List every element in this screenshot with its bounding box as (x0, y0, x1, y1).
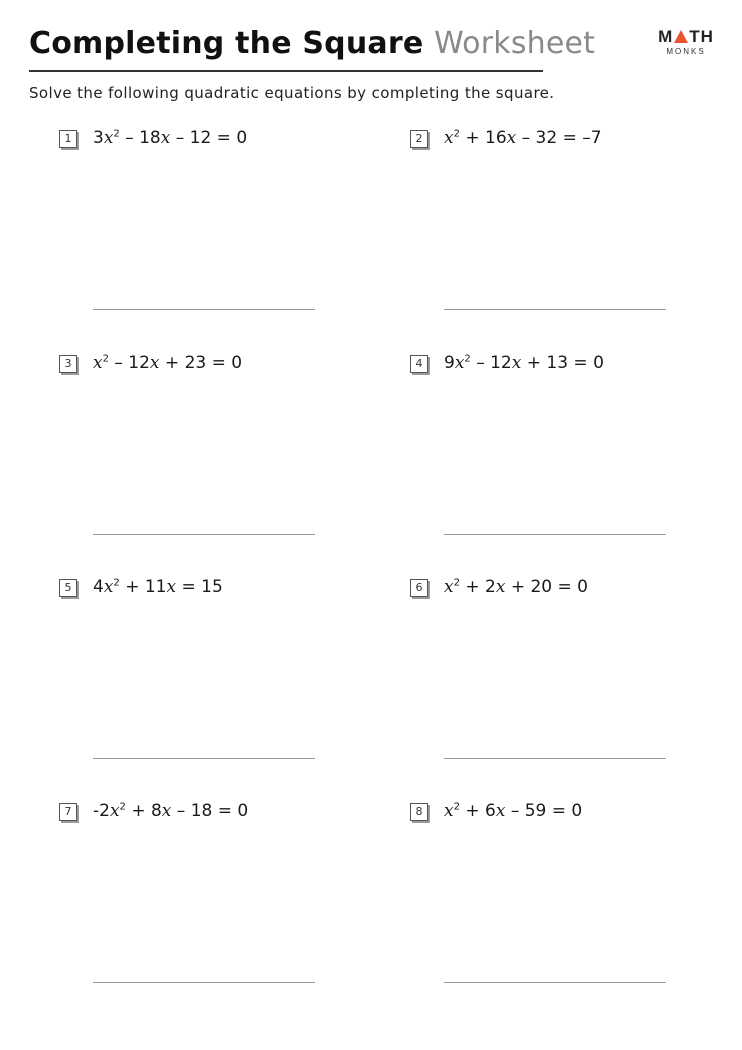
problem-number-box: 4 (410, 355, 428, 373)
problem-equation: $3x^2 - 18x - 12 = 0$ (93, 128, 248, 148)
problem-equation: $-2x^2 + 8x - 18 = 0$ (93, 801, 249, 821)
problem-1 (59, 128, 359, 338)
problem-number-box: 2 (410, 130, 428, 148)
problem-3 (59, 353, 359, 563)
title-sub: Worksheet (434, 26, 596, 61)
logo-monks: MONKS (666, 47, 706, 56)
logo-letters-th: TH (689, 27, 714, 46)
math-monks-logo (655, 28, 717, 57)
instructions-text: Solve the following quadratic equations by completing the square. (29, 84, 555, 102)
problem-2 (410, 128, 710, 338)
worksheet-title (29, 24, 596, 64)
problem-5 (59, 577, 359, 787)
problem-number-box: 1 (59, 130, 77, 148)
answer-line[interactable] (93, 982, 315, 983)
answer-line[interactable] (444, 982, 666, 983)
answer-line[interactable] (93, 309, 315, 310)
problem-number-box: 3 (59, 355, 77, 373)
problem-number-box: 7 (59, 803, 77, 821)
problem-equation: $x^2 + 16x - 32 = -7$ (444, 128, 602, 148)
answer-line[interactable] (93, 534, 315, 535)
triangle-icon (674, 30, 688, 43)
answer-line[interactable] (444, 758, 666, 759)
problem-4 (410, 353, 710, 563)
logo-letter-m: M (658, 27, 674, 46)
problem-6 (410, 577, 710, 787)
answer-line[interactable] (444, 534, 666, 535)
problem-7 (59, 801, 359, 1011)
problem-number-box: 5 (59, 579, 77, 597)
problem-equation: $9x^2 - 12x + 13 = 0$ (444, 353, 604, 373)
answer-line[interactable] (444, 309, 666, 310)
problem-equation: $x^2 - 12x + 23 = 0$ (93, 353, 243, 373)
title-underline (29, 70, 543, 72)
problem-8 (410, 801, 710, 1011)
problem-number-box: 8 (410, 803, 428, 821)
problem-number-box: 6 (410, 579, 428, 597)
problem-equation: $x^2 + 6x - 59 = 0$ (444, 801, 583, 821)
problem-equation: $x^2 + 2x + 20 = 0$ (444, 577, 588, 597)
title-main: Completing the Square (29, 26, 424, 61)
problem-equation: $4x^2 + 11x = 15$ (93, 577, 223, 597)
answer-line[interactable] (93, 758, 315, 759)
